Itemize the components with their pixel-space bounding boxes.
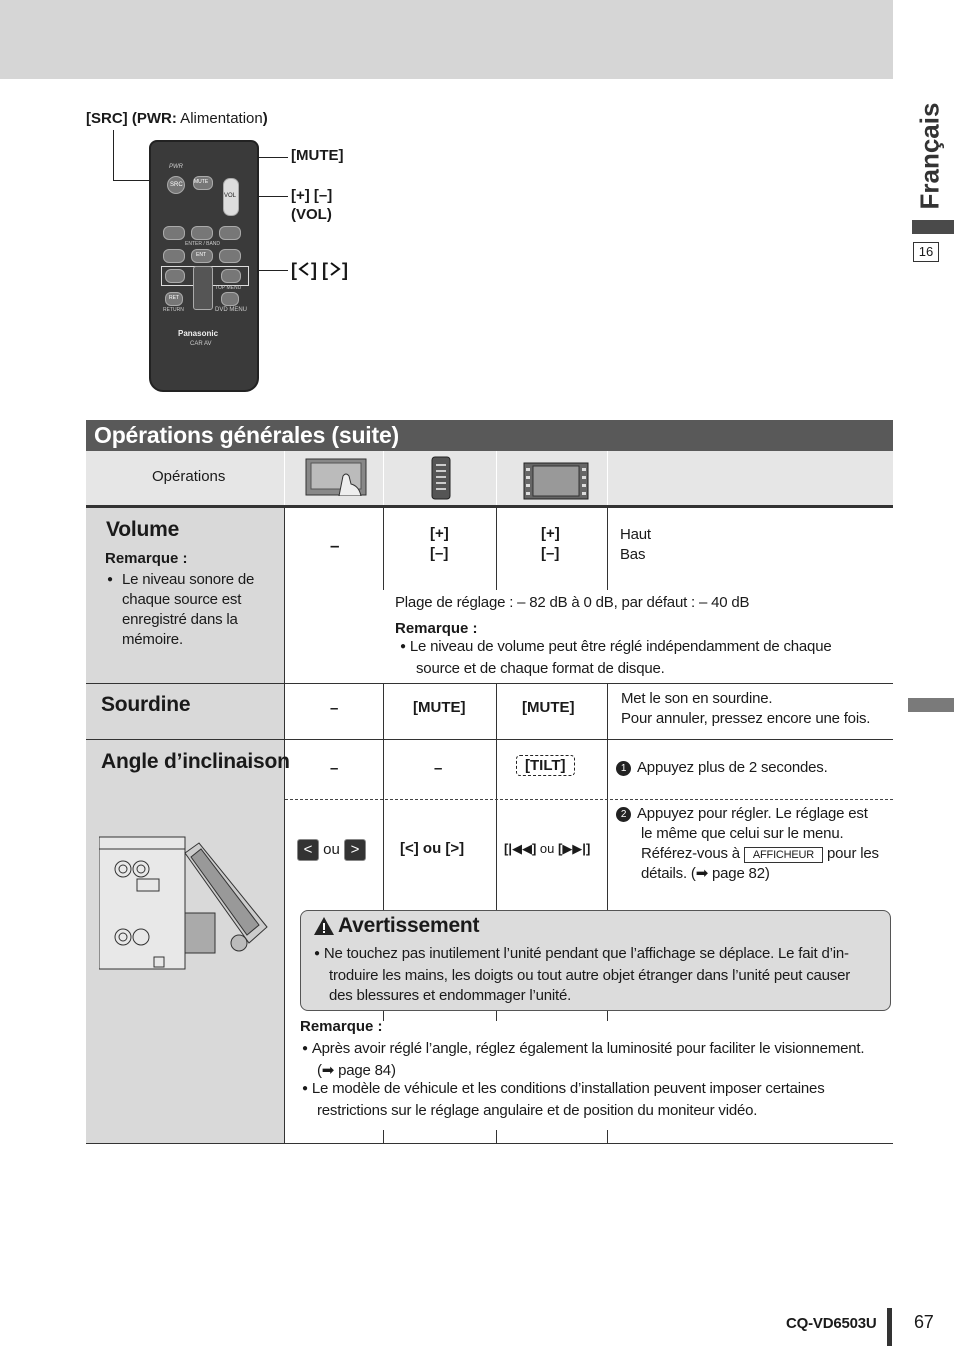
volume-remote-minus: [–] <box>430 545 449 562</box>
angle-remarque-title: Remarque : <box>300 1018 383 1035</box>
top-gray-band <box>0 0 893 79</box>
angle-touch-2: < ou > <box>297 839 366 861</box>
tilt-unit-illustration <box>99 833 269 978</box>
main-unit-icon <box>523 462 589 505</box>
vol-label-1: [+] [–] <box>291 187 333 204</box>
footer-divider <box>887 1308 892 1346</box>
volume-unit-minus: [–] <box>541 545 560 562</box>
up-down-buttons <box>193 266 213 310</box>
language-label: Français <box>914 102 945 210</box>
language-tab <box>908 102 954 220</box>
angle-remarque-2: ● Le modèle de véhicule et les conditions d’installation peuvent imposer certaines restrictions sur le réglage angulaire et de position du moniteur vidéo. <box>302 1079 825 1121</box>
next-button <box>219 249 241 263</box>
volume-remarque-text: ● Le niveau sonore de chaque source est enregistré dans la mémoire. <box>107 571 255 648</box>
arrows-label: [ ] [ ] <box>291 260 348 280</box>
remote-icon <box>431 456 451 505</box>
volume-desc-minus: Bas <box>620 546 646 563</box>
touch-left-key: < <box>297 839 319 861</box>
callout-line <box>113 130 114 180</box>
sourdine-remote: [MUTE] <box>413 699 466 716</box>
volume-unit-plus: [+] <box>541 525 560 542</box>
sourdine-unit: [MUTE] <box>522 699 575 716</box>
volume-remarque2: ● Le niveau de volume peut être réglé indépendamment de chaque source et de chaque format de disque. <box>400 637 831 679</box>
tilt-button-label: [TILT] <box>516 757 575 775</box>
afficheur-menu-label: AFFICHEUR <box>744 847 823 863</box>
sourdine-touch: – <box>330 700 339 717</box>
remote-control-illustration: PWR SRC MUTE VOL ENTER / BAND ENT RET RETURN TOP MENU DVD MENU Panasonic CAR AV <box>149 140 259 392</box>
section-title: Opérations générales (suite) <box>86 420 893 451</box>
volume-remote-plus: [+] <box>430 525 449 542</box>
warning-text: ● Ne touchez pas inutilement l’unité pendant que l’affichage se déplace. Le fait d’in- troduire les mains, les doigts ou tout autre objet étranger dans l’unité peut causer des blessures et endommager l’unité. <box>314 944 850 1006</box>
page-number: 67 <box>914 1312 934 1332</box>
angle-step-2: 2 Appuyez pour régler. Le réglage est le même que celui sur le menu. Référez-vous à AFFICHEUR pour les détails. (➡ page 82) <box>616 804 891 884</box>
volume-touch: – <box>330 536 340 555</box>
left-arrow-button <box>165 269 185 283</box>
angle-remarque-1: ● Après avoir réglé l’angle, réglez également la luminosité pour faciliter le visionnement. (➡ page 84) <box>302 1039 864 1081</box>
stop-button <box>163 226 185 240</box>
volume-desc-plus: Haut <box>620 526 651 543</box>
angle-step-1: 1 Appuyez plus de 2 secondes. <box>616 758 828 778</box>
section-page-number: 16 <box>913 242 939 262</box>
volume-title: Volume <box>106 518 180 541</box>
volume-remarque-title: Remarque : <box>105 550 188 567</box>
prev-button <box>163 249 185 263</box>
play-button <box>219 226 241 240</box>
col-operations-label: Opérations <box>152 468 226 485</box>
model-number: CQ-VD6503U <box>786 1315 877 1332</box>
angle-title: Angle d’inclinaison <box>101 750 290 773</box>
angle-remote-1: – <box>434 760 443 777</box>
section-side-tab <box>908 698 954 712</box>
src-label: [SRC] (PWR: Alimentation) <box>86 110 268 127</box>
sourdine-title: Sourdine <box>101 693 191 716</box>
angle-touch-1: – <box>330 760 339 777</box>
volume-range: Plage de réglage : – 82 dB à 0 dB, par défaut : – 40 dB <box>395 594 750 611</box>
right-arrow-button <box>221 269 241 283</box>
dvd-menu-button <box>221 292 239 306</box>
vol-label-2: (VOL) <box>291 206 332 223</box>
sourdine-desc: Met le son en sourdine. Pour annuler, pressez encore une fois. <box>621 690 871 727</box>
pause-button <box>191 226 213 240</box>
angle-remote-2: [<] ou [>] <box>400 840 465 857</box>
mute-label: [MUTE] <box>291 147 344 164</box>
warning-icon <box>313 916 335 941</box>
angle-unit-2: [|◀◀] ou [▶▶|] <box>504 841 591 856</box>
language-tab-bar <box>912 220 954 234</box>
warning-title: Avertissement <box>338 914 480 937</box>
touch-panel-icon <box>305 458 367 501</box>
volume-remarque2-title: Remarque : <box>395 620 478 637</box>
touch-right-key: > <box>344 839 366 861</box>
